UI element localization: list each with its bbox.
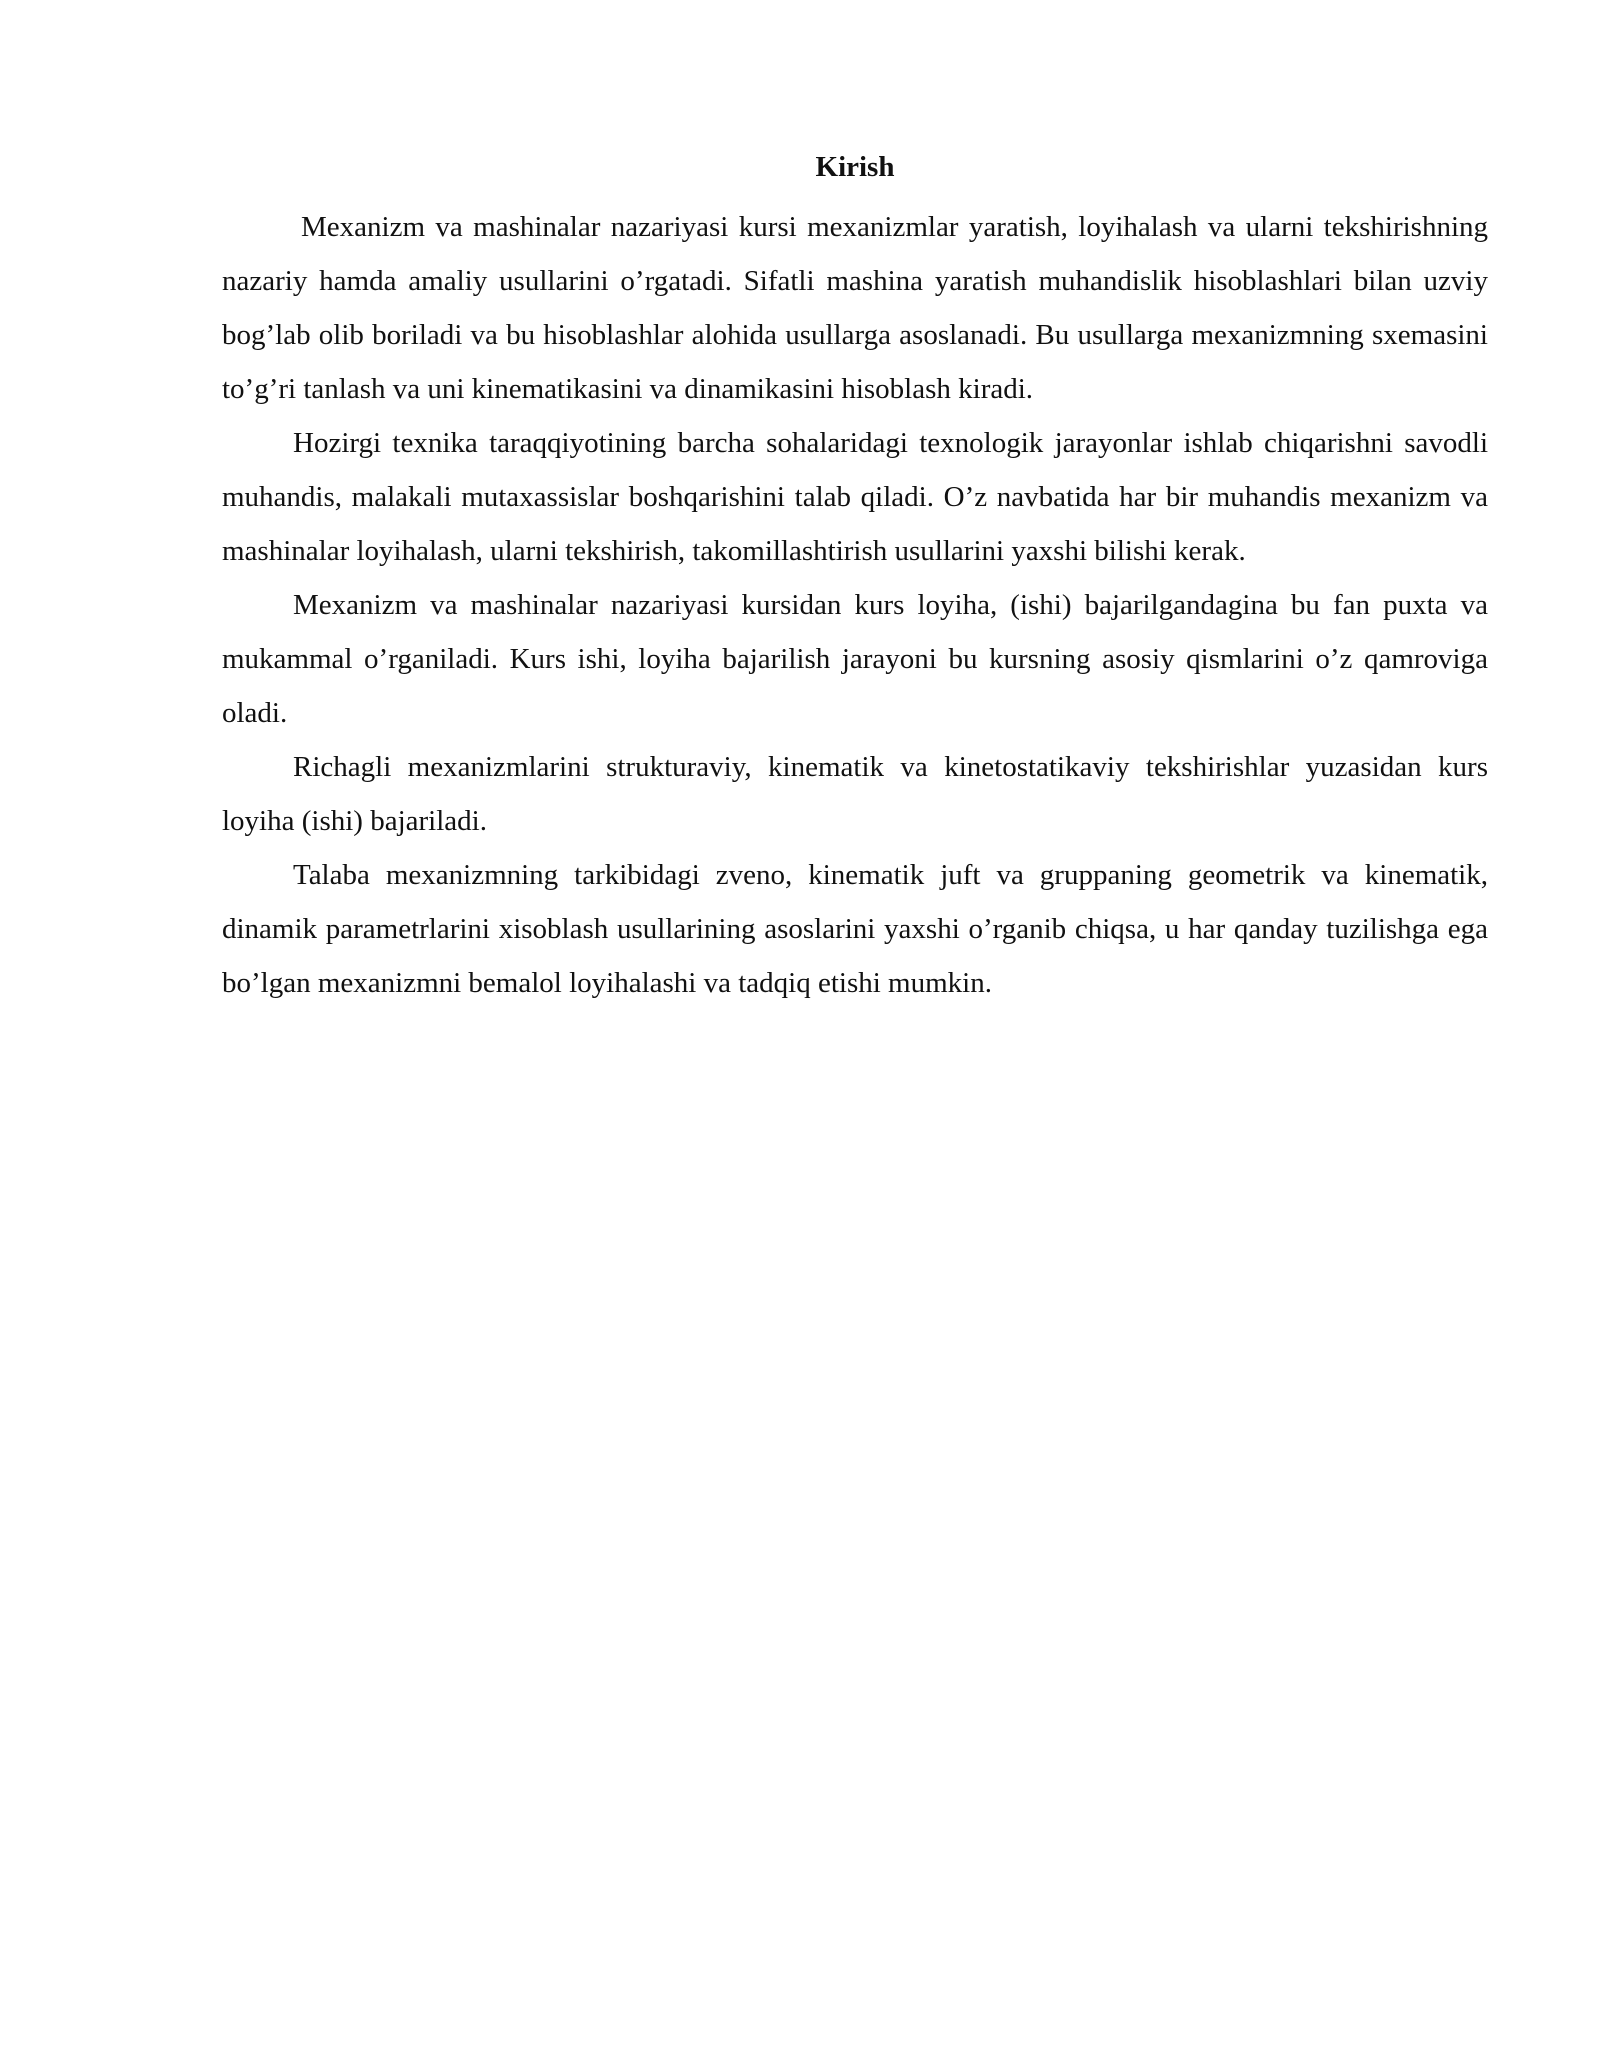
paragraph-4: Richagli mexanizmlarini strukturaviy, kinematik va kinetostatikaviy tekshirishlar yuzasidan kurs loyiha (ishi) bajariladi. bbox=[222, 751, 1488, 837]
paragraph-1: Mexanizm va mashinalar nazariyasi kursi mexanizmlar yaratish, loyihalash va ularni tekshirishning nazariy hamda amaliy usullarini o’rgatadi. Sifatli mashina yaratish muhandislik hisoblashlari bilan uzviy bog’lab olib boriladi va bu hisoblashlar alohida usullarga asoslanadi. Bu usullarga mexanizmning sxemasini to’g’ri tanlash va uni kinematikasini va dinamikasini hisoblash kiradi. bbox=[222, 211, 1488, 405]
paragraph-3: Mexanizm va mashinalar nazariyasi kursidan kurs loyiha, (ishi) bajarilgandagina bu fan puxta va mukammal o’rganiladi. Kurs ishi, loyiha bajarilish jarayoni bu kursning asosiy qismlarini o’z qamroviga oladi. bbox=[222, 589, 1488, 729]
document-body bbox=[222, 140, 1488, 1010]
paragraph-5: Talaba mexanizmning tarkibidagi zveno, kinematik juft va gruppaning geometrik va kinematik, dinamik parametrlarini xisoblash usullarining asoslarini yaxshi o’rganib chiqsa, u har qanday tuzilishga ega bo’lgan mexanizmni bemalol loyihalashi va tadqiq etishi mumkin. bbox=[222, 859, 1488, 999]
paragraph-2: Hozirgi texnika taraqqiyotining barcha sohalaridagi texnologik jarayonlar ishlab chiqarishni savodli muhandis, malakali mutaxassislar boshqarishini talab qiladi. O’z navbatida har bir muhandis mexanizm va mashinalar loyihalash, ularni tekshirish, takomillashtirish usullarini yaxshi bilishi kerak. bbox=[222, 427, 1488, 567]
page-title: Kirish bbox=[815, 151, 895, 183]
